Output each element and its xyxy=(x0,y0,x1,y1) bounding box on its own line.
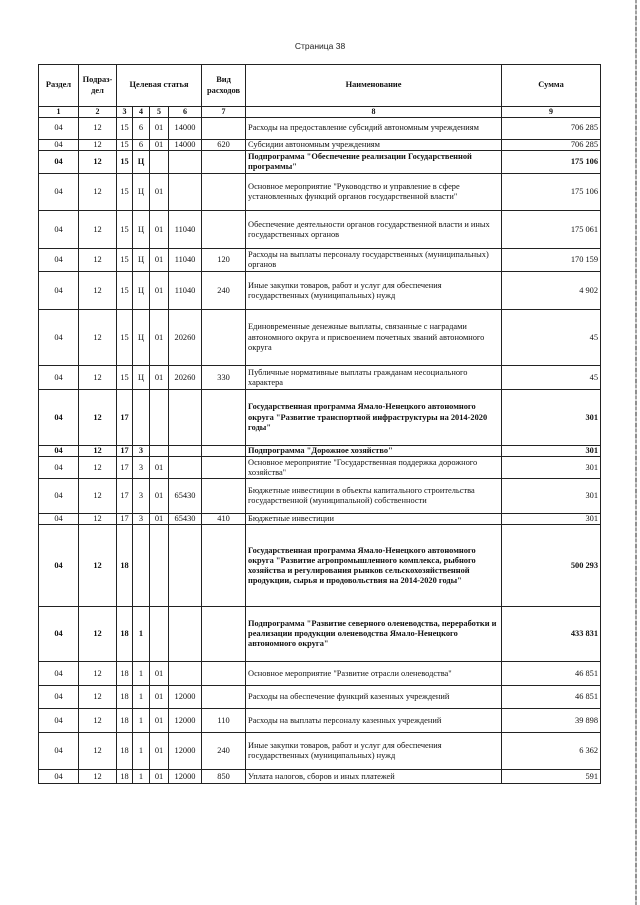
cell-razdel: 04 xyxy=(39,390,79,446)
cell-summa: 170 159 xyxy=(502,249,601,272)
cell-cs-subprogram: 3 xyxy=(133,514,150,525)
cell-razdel: 04 xyxy=(39,151,79,174)
cell-cs-subprogram: 3 xyxy=(133,479,150,514)
cell-podrazdel: 12 xyxy=(79,607,117,662)
cell-cs-subprogram: 1 xyxy=(133,733,150,770)
column-number-row xyxy=(39,107,601,118)
cell-podrazdel: 12 xyxy=(79,457,117,479)
cell-cs-program: 15 xyxy=(117,151,133,174)
cell-vid-raskhodov: 330 xyxy=(202,366,246,390)
cell-razdel: 04 xyxy=(39,733,79,770)
cell-vid-raskhodov: 410 xyxy=(202,514,246,525)
cell-podrazdel: 12 xyxy=(79,525,117,607)
cell-podrazdel: 12 xyxy=(79,118,117,140)
cell-cs-event: 01 xyxy=(150,310,169,366)
cell-vid-raskhodov xyxy=(202,479,246,514)
cell-cs-event xyxy=(150,446,169,457)
cell-razdel: 04 xyxy=(39,607,79,662)
cell-cs-program: 15 xyxy=(117,211,133,249)
cell-naimenovanie: Бюджетные инвестиции xyxy=(246,514,502,525)
table-row xyxy=(39,514,601,525)
cell-podrazdel: 12 xyxy=(79,174,117,211)
cell-cs-subprogram: 3 xyxy=(133,457,150,479)
cell-cs-event xyxy=(150,151,169,174)
cell-summa: 175 106 xyxy=(502,151,601,174)
cell-cs-program: 18 xyxy=(117,662,133,686)
cell-podrazdel: 12 xyxy=(79,211,117,249)
cell-naimenovanie: Бюджетные инвестиции в объекты капитального строительства государственной (муниципальной) собственности xyxy=(246,479,502,514)
cell-cs-event: 01 xyxy=(150,140,169,151)
table-row xyxy=(39,118,601,140)
cell-naimenovanie: Иные закупки товаров, работ и услуг для обеспечения государственных (муниципальных) нужд xyxy=(246,733,502,770)
cell-cs-subprogram: 1 xyxy=(133,709,150,733)
cell-cs-subprogram xyxy=(133,525,150,607)
cell-naimenovanie: Государственная программа Ямало-Ненецкого автономного округа "Развитие транспортной инфраструктуры на 2014-2020 годы" xyxy=(246,390,502,446)
cell-razdel: 04 xyxy=(39,514,79,525)
cell-cs-direction: 20260 xyxy=(169,366,202,390)
cell-summa: 175 061 xyxy=(502,211,601,249)
table-row xyxy=(39,607,601,662)
cell-cs-subprogram: 1 xyxy=(133,607,150,662)
cell-cs-event: 01 xyxy=(150,457,169,479)
cell-summa: 45 xyxy=(502,366,601,390)
cell-cs-subprogram: 6 xyxy=(133,118,150,140)
cell-cs-direction xyxy=(169,525,202,607)
cell-cs-event: 01 xyxy=(150,662,169,686)
cell-vid-raskhodov xyxy=(202,118,246,140)
cell-cs-program: 15 xyxy=(117,174,133,211)
cell-vid-raskhodov: 850 xyxy=(202,770,246,784)
column-number: 6 xyxy=(169,107,202,118)
cell-podrazdel: 12 xyxy=(79,366,117,390)
cell-cs-direction: 65430 xyxy=(169,479,202,514)
cell-cs-program: 15 xyxy=(117,366,133,390)
cell-cs-event: 01 xyxy=(150,272,169,310)
cell-cs-event: 01 xyxy=(150,479,169,514)
cell-cs-subprogram: 1 xyxy=(133,662,150,686)
cell-podrazdel: 12 xyxy=(79,709,117,733)
cell-summa: 301 xyxy=(502,514,601,525)
cell-razdel: 04 xyxy=(39,118,79,140)
cell-cs-direction: 14000 xyxy=(169,118,202,140)
cell-summa: 706 285 xyxy=(502,118,601,140)
cell-razdel: 04 xyxy=(39,174,79,211)
cell-vid-raskhodov xyxy=(202,607,246,662)
table-row xyxy=(39,272,601,310)
cell-cs-direction: 11040 xyxy=(169,211,202,249)
cell-razdel: 04 xyxy=(39,770,79,784)
cell-summa: 433 831 xyxy=(502,607,601,662)
cell-razdel: 04 xyxy=(39,479,79,514)
cell-razdel: 04 xyxy=(39,662,79,686)
cell-naimenovanie: Основное мероприятие "Развитие отрасли оленеводства" xyxy=(246,662,502,686)
table-row xyxy=(39,733,601,770)
cell-cs-direction xyxy=(169,662,202,686)
cell-cs-direction: 14000 xyxy=(169,140,202,151)
header-summa: Сумма xyxy=(502,65,601,107)
cell-summa: 39 898 xyxy=(502,709,601,733)
column-number: 8 xyxy=(246,107,502,118)
cell-cs-event: 01 xyxy=(150,686,169,709)
column-number: 2 xyxy=(79,107,117,118)
cell-cs-direction: 12000 xyxy=(169,709,202,733)
cell-cs-program: 18 xyxy=(117,733,133,770)
cell-naimenovanie: Основное мероприятие "Руководство и управление в сфере установленных функций органов государственной власти" xyxy=(246,174,502,211)
cell-naimenovanie: Подпрограмма "Развитие северного оленеводства, переработки и реализации продукции оленеводства Ямало-Ненецкого автономного округа" xyxy=(246,607,502,662)
header-celevaya-statya: Целевая статья xyxy=(117,65,202,107)
cell-cs-program: 15 xyxy=(117,272,133,310)
cell-summa: 45 xyxy=(502,310,601,366)
table-row xyxy=(39,140,601,151)
table-row xyxy=(39,686,601,709)
cell-summa: 301 xyxy=(502,390,601,446)
header-naimenovanie: Наименование xyxy=(246,65,502,107)
cell-naimenovanie: Расходы на выплаты персоналу казенных учреждений xyxy=(246,709,502,733)
cell-vid-raskhodov xyxy=(202,686,246,709)
cell-summa: 46 851 xyxy=(502,662,601,686)
table-row xyxy=(39,457,601,479)
cell-summa: 6 362 xyxy=(502,733,601,770)
cell-cs-program: 18 xyxy=(117,709,133,733)
cell-cs-subprogram: 6 xyxy=(133,140,150,151)
cell-vid-raskhodov xyxy=(202,457,246,479)
column-number: 4 xyxy=(133,107,150,118)
column-number: 1 xyxy=(39,107,79,118)
table-row xyxy=(39,662,601,686)
cell-naimenovanie: Расходы на выплаты персоналу государственных (муниципальных) органов xyxy=(246,249,502,272)
cell-vid-raskhodov xyxy=(202,390,246,446)
cell-naimenovanie: Единовременные денежные выплаты, связанные с наградами автономного округа и присвоением почетных званий автономного округа xyxy=(246,310,502,366)
cell-cs-direction xyxy=(169,446,202,457)
cell-cs-event: 01 xyxy=(150,709,169,733)
header-podrazdel: Подраз- дел xyxy=(79,65,117,107)
cell-cs-subprogram: 1 xyxy=(133,686,150,709)
cell-podrazdel: 12 xyxy=(79,390,117,446)
cell-cs-event xyxy=(150,607,169,662)
cell-cs-subprogram: Ц xyxy=(133,272,150,310)
column-number: 9 xyxy=(502,107,601,118)
cell-vid-raskhodov: 120 xyxy=(202,249,246,272)
cell-razdel: 04 xyxy=(39,366,79,390)
table-row xyxy=(39,151,601,174)
cell-vid-raskhodov xyxy=(202,151,246,174)
cell-cs-direction xyxy=(169,607,202,662)
cell-naimenovanie: Иные закупки товаров, работ и услуг для обеспечения государственных (муниципальных) нужд xyxy=(246,272,502,310)
cell-vid-raskhodov: 240 xyxy=(202,272,246,310)
cell-razdel: 04 xyxy=(39,249,79,272)
cell-razdel: 04 xyxy=(39,446,79,457)
cell-cs-subprogram: Ц xyxy=(133,310,150,366)
cell-cs-program: 17 xyxy=(117,390,133,446)
cell-cs-direction: 12000 xyxy=(169,686,202,709)
cell-cs-subprogram xyxy=(133,390,150,446)
cell-cs-program: 15 xyxy=(117,118,133,140)
cell-cs-subprogram: Ц xyxy=(133,211,150,249)
table-row xyxy=(39,525,601,607)
cell-cs-program: 17 xyxy=(117,479,133,514)
cell-vid-raskhodov xyxy=(202,446,246,457)
cell-razdel: 04 xyxy=(39,310,79,366)
cell-vid-raskhodov xyxy=(202,174,246,211)
cell-naimenovanie: Подпрограмма "Обеспечение реализации Государственной программы" xyxy=(246,151,502,174)
cell-cs-event: 01 xyxy=(150,366,169,390)
cell-cs-event xyxy=(150,390,169,446)
cell-cs-program: 15 xyxy=(117,140,133,151)
header-vid-raskhodov: Вид расходов xyxy=(202,65,246,107)
cell-razdel: 04 xyxy=(39,525,79,607)
cell-vid-raskhodov xyxy=(202,211,246,249)
cell-summa: 301 xyxy=(502,457,601,479)
cell-podrazdel: 12 xyxy=(79,272,117,310)
cell-cs-program: 17 xyxy=(117,457,133,479)
cell-summa: 500 293 xyxy=(502,525,601,607)
cell-naimenovanie: Субсидии автономным учреждениям xyxy=(246,140,502,151)
cell-naimenovanie: Обеспечение деятельности органов государственной власти и иных государственных органов xyxy=(246,211,502,249)
cell-cs-event: 01 xyxy=(150,174,169,211)
cell-podrazdel: 12 xyxy=(79,479,117,514)
table-row xyxy=(39,249,601,272)
cell-cs-program: 18 xyxy=(117,525,133,607)
table-row xyxy=(39,366,601,390)
cell-cs-direction xyxy=(169,151,202,174)
cell-naimenovanie: Расходы на предоставление субсидий автономным учреждениям xyxy=(246,118,502,140)
cell-podrazdel: 12 xyxy=(79,310,117,366)
table-row xyxy=(39,446,601,457)
cell-cs-program: 18 xyxy=(117,686,133,709)
cell-cs-direction: 20260 xyxy=(169,310,202,366)
cell-naimenovanie: Основное мероприятие "Государственная поддержка дорожного хозяйства" xyxy=(246,457,502,479)
cell-vid-raskhodov xyxy=(202,310,246,366)
table-row xyxy=(39,709,601,733)
cell-cs-event: 01 xyxy=(150,733,169,770)
cell-podrazdel: 12 xyxy=(79,140,117,151)
cell-podrazdel: 12 xyxy=(79,770,117,784)
cell-cs-direction: 65430 xyxy=(169,514,202,525)
cell-cs-direction: 11040 xyxy=(169,249,202,272)
scan-edge-artifact xyxy=(635,0,637,905)
cell-razdel: 04 xyxy=(39,686,79,709)
cell-cs-subprogram: Ц xyxy=(133,249,150,272)
cell-cs-program: 17 xyxy=(117,514,133,525)
table-row xyxy=(39,174,601,211)
cell-naimenovanie: Уплата налогов, сборов и иных платежей xyxy=(246,770,502,784)
cell-cs-direction: 12000 xyxy=(169,733,202,770)
cell-cs-program: 18 xyxy=(117,770,133,784)
cell-podrazdel: 12 xyxy=(79,151,117,174)
header-razdel: Раздел xyxy=(39,65,79,107)
cell-razdel: 04 xyxy=(39,709,79,733)
cell-cs-subprogram: 1 xyxy=(133,770,150,784)
cell-podrazdel: 12 xyxy=(79,733,117,770)
cell-cs-event: 01 xyxy=(150,514,169,525)
cell-podrazdel: 12 xyxy=(79,662,117,686)
cell-summa: 175 106 xyxy=(502,174,601,211)
cell-summa: 591 xyxy=(502,770,601,784)
cell-summa: 706 285 xyxy=(502,140,601,151)
cell-cs-program: 17 xyxy=(117,446,133,457)
cell-cs-direction: 11040 xyxy=(169,272,202,310)
column-number: 3 xyxy=(117,107,133,118)
cell-summa: 4 902 xyxy=(502,272,601,310)
table-row xyxy=(39,479,601,514)
cell-cs-subprogram: 3 xyxy=(133,446,150,457)
cell-cs-direction xyxy=(169,174,202,211)
cell-vid-raskhodov xyxy=(202,662,246,686)
cell-cs-subprogram: Ц xyxy=(133,174,150,211)
column-number: 7 xyxy=(202,107,246,118)
header-row xyxy=(39,65,601,107)
cell-podrazdel: 12 xyxy=(79,249,117,272)
cell-cs-direction xyxy=(169,457,202,479)
cell-cs-program: 15 xyxy=(117,249,133,272)
cell-razdel: 04 xyxy=(39,457,79,479)
table-row xyxy=(39,390,601,446)
cell-razdel: 04 xyxy=(39,211,79,249)
cell-vid-raskhodov xyxy=(202,525,246,607)
cell-cs-event: 01 xyxy=(150,118,169,140)
cell-vid-raskhodov: 620 xyxy=(202,140,246,151)
cell-cs-event: 01 xyxy=(150,770,169,784)
cell-podrazdel: 12 xyxy=(79,686,117,709)
table-row xyxy=(39,310,601,366)
cell-cs-subprogram: Ц xyxy=(133,151,150,174)
cell-razdel: 04 xyxy=(39,272,79,310)
cell-naimenovanie: Публичные нормативные выплаты гражданам несоциального характера xyxy=(246,366,502,390)
cell-cs-subprogram: Ц xyxy=(133,366,150,390)
cell-cs-program: 15 xyxy=(117,310,133,366)
table-body xyxy=(39,118,601,784)
cell-podrazdel: 12 xyxy=(79,446,117,457)
cell-naimenovanie: Расходы на обеспечение функций казенных учреждений xyxy=(246,686,502,709)
budget-table xyxy=(38,64,601,784)
cell-summa: 46 851 xyxy=(502,686,601,709)
cell-cs-event xyxy=(150,525,169,607)
table-row xyxy=(39,211,601,249)
cell-cs-event: 01 xyxy=(150,211,169,249)
cell-vid-raskhodov: 110 xyxy=(202,709,246,733)
cell-summa: 301 xyxy=(502,479,601,514)
cell-summa: 301 xyxy=(502,446,601,457)
cell-podrazdel: 12 xyxy=(79,514,117,525)
cell-cs-event: 01 xyxy=(150,249,169,272)
page-number-label: Страница 38 xyxy=(294,41,346,51)
cell-naimenovanie: Государственная программа Ямало-Ненецкого автономного округа "Развитие агропромышленного комплекса, рыбного хозяйства и регулирования рынков сельскохозяйственной продукции, сырья и продовольствия на 2014-2020 годы" xyxy=(246,525,502,607)
cell-naimenovanie: Подпрограмма "Дорожное хозяйство" xyxy=(246,446,502,457)
cell-cs-direction xyxy=(169,390,202,446)
table-row xyxy=(39,770,601,784)
column-number: 5 xyxy=(150,107,169,118)
cell-cs-direction: 12000 xyxy=(169,770,202,784)
cell-cs-program: 18 xyxy=(117,607,133,662)
cell-vid-raskhodov: 240 xyxy=(202,733,246,770)
cell-razdel: 04 xyxy=(39,140,79,151)
